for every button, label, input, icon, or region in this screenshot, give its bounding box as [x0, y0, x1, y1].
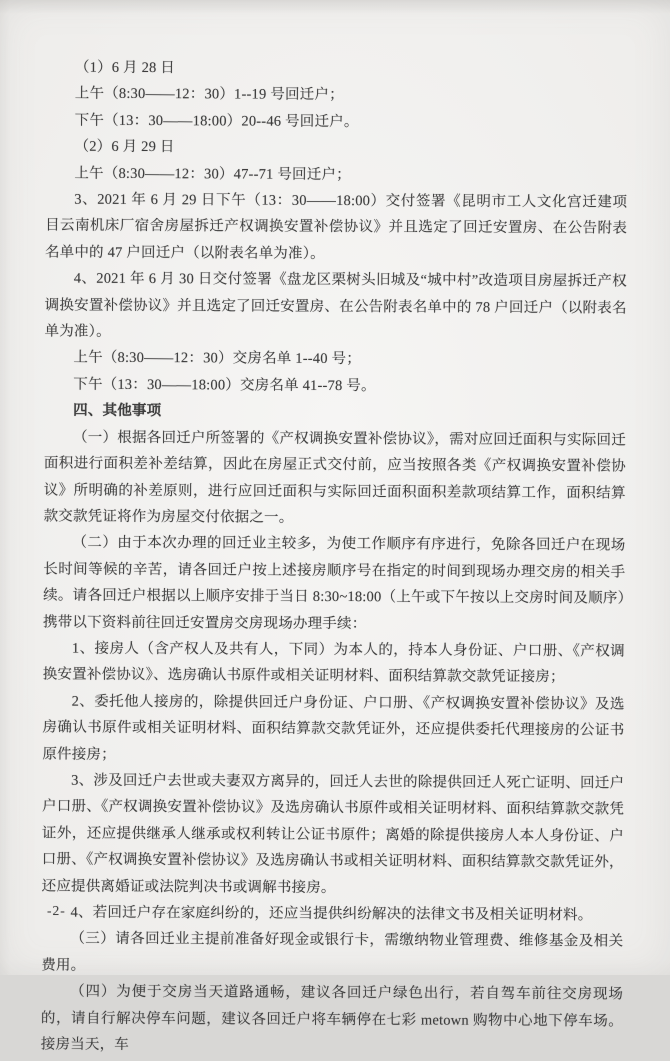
schedule-am-line-1: 上午（8:30——12：30）1--19 号回迁户；: [74, 86, 344, 104]
handover-am-line: 上午（8:30——12：30）交房名单 1--40 号；: [73, 350, 361, 368]
document-body: [41, 54, 628, 1060]
paragraph-other-2-order-notice: （二）由于本次办理的回迁业主较多，为使工作顺序有序进行，免除各回迁户在现场长时间等候的辛苦，请各回迁户按上述接房顺序号在指定的时间到现场办理交房的相关手续。请各回迁户根据以上顺序安排于当日 8:30~18:00（上午或下午按以上交房时间及顺序）携带以下资料前往回迁安置房交房现场办理手续：: [42, 534, 626, 632]
paragraph-item-4-signing: 4、2021 年 6 月 30 日交付签署《盘龙区栗树头旧城及“城中村”改造项目房屋拆迁产权调换安置补偿协议》并且选定了回迁安置房、在公告附表名单中的 78 户回迁户（以附表名单为准）。: [44, 270, 627, 340]
paragraph-receiver-2-agent: 2、委托他人接房的，除提供回迁户身份证、户口册、《产权调换安置补偿协议》及选房确认书原件或相关证明材料、面积结算款交款凭证外，还应提供委托代理接房的公证书原件接房；: [42, 693, 625, 763]
page-number: -2-: [47, 903, 66, 918]
paragraph-other-1-area-settlement: （一）根据各回迁户所签署的《产权调换安置补偿协议》，需对应回迁面积与实际回迁面积进行面积差补差结算，因此在房屋正式交付前，应当按照各类《产权调换安置补偿协议》所明确的补差原则，进行应回迁面积与实际回迁面积面积差款项结算工作，面积结算款交款凭证将作为房屋交付依据之一。: [43, 429, 627, 526]
section-heading-other-matters: 四、其他事项: [73, 402, 162, 420]
handover-pm-line: 下午（13：30——18:00）交房名单 41--78 号。: [73, 376, 376, 395]
schedule-am-line-2: 上午（8:30——12：30）47--71 号回迁户；: [74, 165, 351, 183]
paragraph-receiver-3-death-divorce: 3、涉及回迁户去世或夫妻双方离异的，回迁人去世的除提供回迁人死亡证明、回迁户户口册、《产权调换安置补偿协议》及选房确认书原件或相关证明材料、面积结算款交款凭证外，还应提供继承人继承或权利转让公证书原件；离婚的除提供接房人本人身份证、户口册、《产权调换安置补偿协议》及选房确认书或相关证明材料、面积结算款交款凭证外，还应提供离婚证或法院判决书或调解书接房。: [41, 772, 625, 896]
paragraph-item-3-signing: 3、2021 年 6 月 29 日下午（13：30——18:00）交付签署《昆明市工人文化宫迁建项目云南机床厂宿舍房屋拆迁产权调换安置补偿协议》并且选定了回迁安置房、在公告附表名单中的 47 户回迁户（以附表名单为准）。: [44, 191, 628, 262]
paragraph-other-4-traffic: （四）为便于交房当天道路通畅，建议各回迁户绿色出行，若自驾车前往交房现场的，请自行解决停车问题，建议各回迁户将车辆停在七彩 metown 购物中心地下停车场。接房当天，车: [40, 983, 624, 1053]
schedule-pm-line-1: 下午（13：30——18:00）20--46 号回迁户。: [74, 112, 359, 130]
schedule-date-line-2: （2）6 月 29 日: [74, 138, 175, 156]
paragraph-other-3-fees: （三）请各回迁业主提前准备好现金或银行卡，需缴纳物业管理费、维修基金及相关费用。: [41, 931, 624, 974]
paragraph-receiver-1-self: 1、接房人（含产权人及共有人，下同）为本人的，持本人身份证、户口册、《产权调换安置补偿协议》、选房确认书原件或相关证明材料、面积结算款交款凭证接房；: [42, 640, 625, 686]
schedule-date-line-1: （1）6 月 28 日: [74, 59, 176, 77]
paragraph-receiver-4-dispute: 4、若回迁户存在家庭纠纷的，还应当提供纠纷解决的法律文书及相关证明材料。: [70, 904, 593, 924]
